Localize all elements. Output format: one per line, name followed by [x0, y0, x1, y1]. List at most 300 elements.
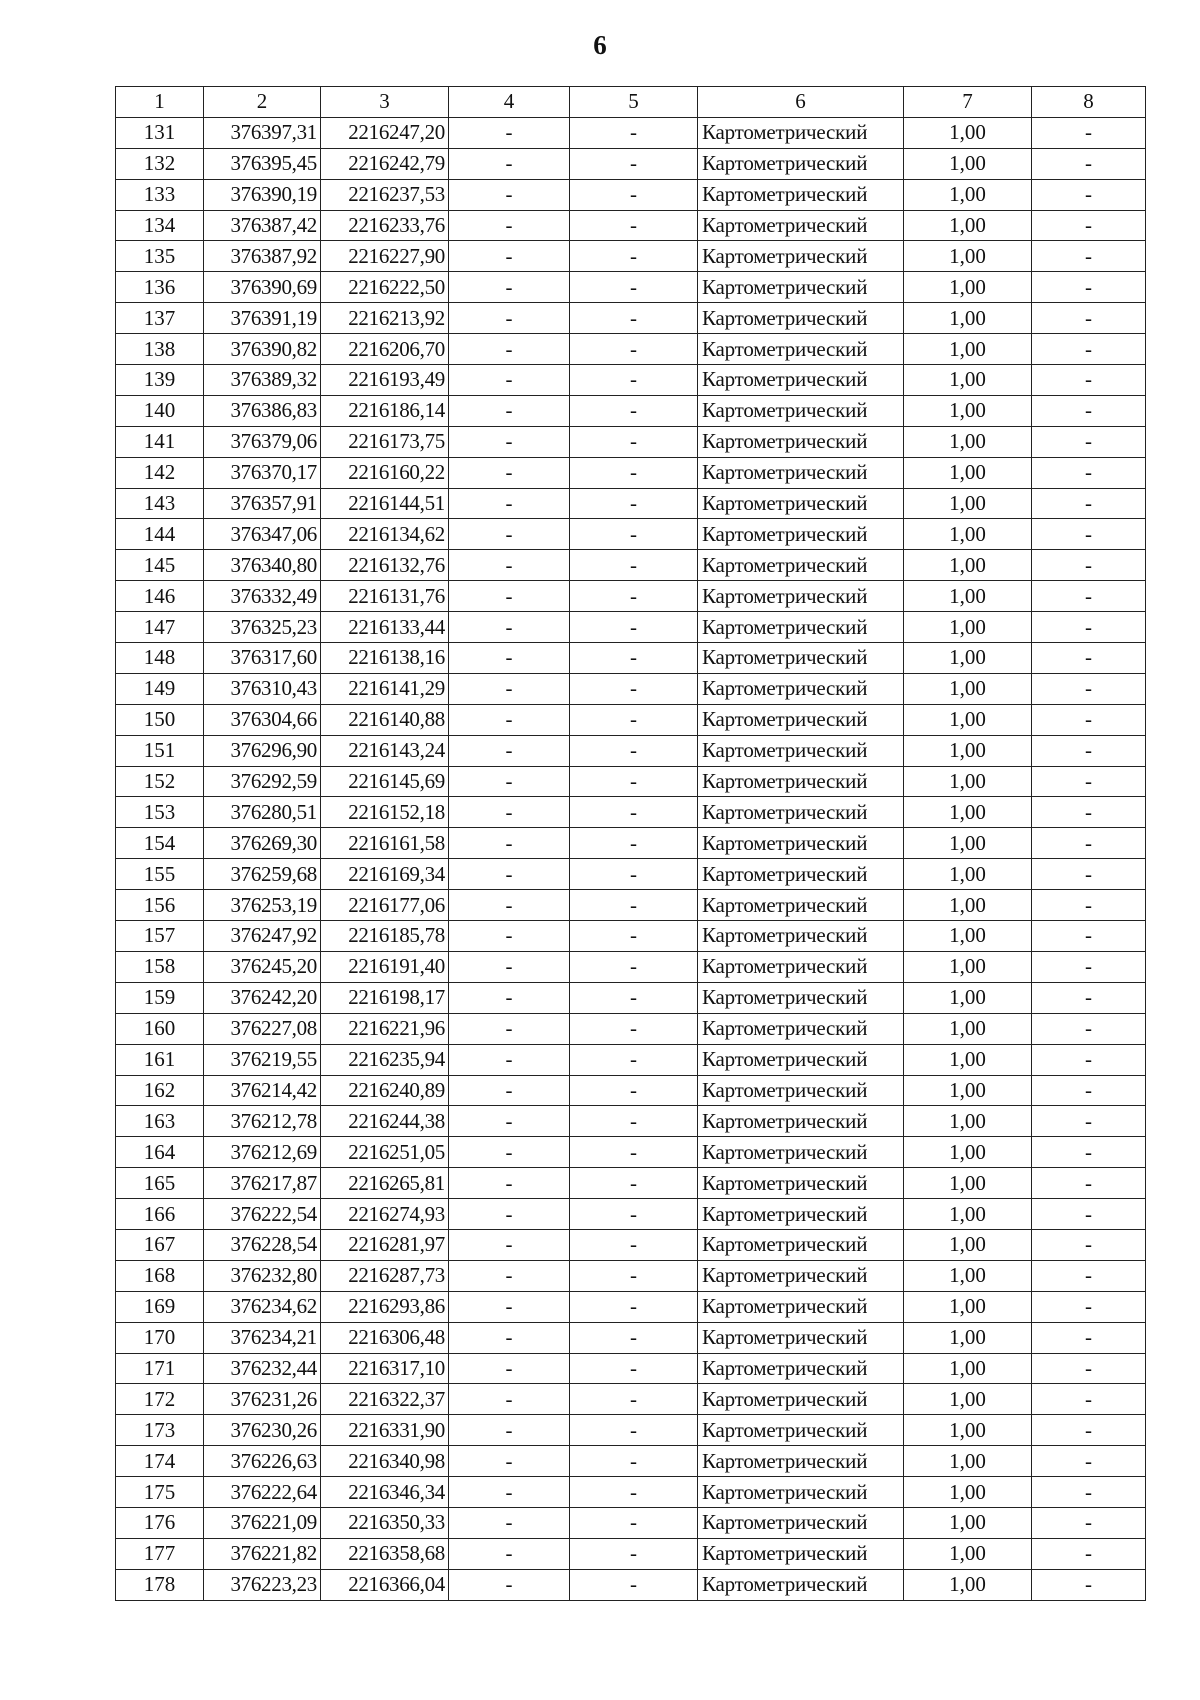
- cell-coord-y: 2216169,34: [321, 859, 449, 890]
- cell-col-4: -: [449, 921, 570, 952]
- cell-col-4: -: [449, 890, 570, 921]
- cell-method: Картометрический: [698, 179, 904, 210]
- cell-coord-x: 376231,26: [204, 1384, 321, 1415]
- cell-accuracy: 1,00: [904, 951, 1032, 982]
- cell-col-5: -: [570, 334, 698, 365]
- table-row: [116, 210, 1146, 241]
- table-row: [116, 1569, 1146, 1600]
- header-col-8: 8: [1032, 87, 1146, 118]
- cell-accuracy: 1,00: [904, 1538, 1032, 1569]
- cell-accuracy: 1,00: [904, 550, 1032, 581]
- cell-coord-y: 2216358,68: [321, 1538, 449, 1569]
- cell-coord-y: 2216198,17: [321, 982, 449, 1013]
- cell-point-number: 159: [116, 982, 204, 1013]
- cell-point-number: 147: [116, 612, 204, 643]
- cell-col-8: -: [1032, 828, 1146, 859]
- header-col-2: 2: [204, 87, 321, 118]
- cell-col-5: -: [570, 117, 698, 148]
- cell-col-5: -: [570, 1199, 698, 1230]
- cell-point-number: 163: [116, 1106, 204, 1137]
- cell-point-number: 160: [116, 1013, 204, 1044]
- cell-point-number: 155: [116, 859, 204, 890]
- cell-method: Картометрический: [698, 1569, 904, 1600]
- cell-col-5: -: [570, 921, 698, 952]
- cell-coord-x: 376379,06: [204, 426, 321, 457]
- table-row: [116, 859, 1146, 890]
- cell-accuracy: 1,00: [904, 1229, 1032, 1260]
- table-row: [116, 612, 1146, 643]
- cell-col-5: -: [570, 395, 698, 426]
- cell-method: Картометрический: [698, 1322, 904, 1353]
- table-row: [116, 272, 1146, 303]
- cell-point-number: 161: [116, 1044, 204, 1075]
- cell-col-8: -: [1032, 1291, 1146, 1322]
- cell-method: Картометрический: [698, 766, 904, 797]
- cell-method: Картометрический: [698, 550, 904, 581]
- cell-coord-x: 376397,31: [204, 117, 321, 148]
- cell-col-8: -: [1032, 1538, 1146, 1569]
- cell-accuracy: 1,00: [904, 1384, 1032, 1415]
- cell-col-5: -: [570, 241, 698, 272]
- cell-accuracy: 1,00: [904, 1260, 1032, 1291]
- cell-col-4: -: [449, 426, 570, 457]
- cell-point-number: 176: [116, 1507, 204, 1538]
- cell-col-5: -: [570, 612, 698, 643]
- cell-col-5: -: [570, 797, 698, 828]
- cell-point-number: 168: [116, 1260, 204, 1291]
- cell-col-5: -: [570, 1384, 698, 1415]
- cell-coord-y: 2216132,76: [321, 550, 449, 581]
- cell-accuracy: 1,00: [904, 1044, 1032, 1075]
- table-row: [116, 550, 1146, 581]
- cell-accuracy: 1,00: [904, 797, 1032, 828]
- cell-col-5: -: [570, 1538, 698, 1569]
- cell-method: Картометрический: [698, 1477, 904, 1508]
- cell-col-8: -: [1032, 519, 1146, 550]
- table-row: [116, 148, 1146, 179]
- cell-accuracy: 1,00: [904, 1075, 1032, 1106]
- cell-col-4: -: [449, 581, 570, 612]
- cell-col-5: -: [570, 643, 698, 674]
- cell-coord-y: 2216140,88: [321, 704, 449, 735]
- table-row: [116, 1229, 1146, 1260]
- cell-col-4: -: [449, 982, 570, 1013]
- cell-col-4: -: [449, 859, 570, 890]
- cell-coord-x: 376357,91: [204, 488, 321, 519]
- cell-col-8: -: [1032, 1384, 1146, 1415]
- table-row: [116, 179, 1146, 210]
- cell-accuracy: 1,00: [904, 334, 1032, 365]
- table-body: [116, 117, 1146, 1600]
- cell-accuracy: 1,00: [904, 241, 1032, 272]
- cell-coord-x: 376222,64: [204, 1477, 321, 1508]
- cell-coord-y: 2216186,14: [321, 395, 449, 426]
- cell-col-4: -: [449, 1384, 570, 1415]
- cell-col-4: -: [449, 550, 570, 581]
- cell-coord-y: 2216131,76: [321, 581, 449, 612]
- cell-method: Картометрический: [698, 334, 904, 365]
- cell-coord-x: 376221,09: [204, 1507, 321, 1538]
- cell-coord-y: 2216138,16: [321, 643, 449, 674]
- cell-point-number: 135: [116, 241, 204, 272]
- cell-coord-y: 2216240,89: [321, 1075, 449, 1106]
- cell-point-number: 146: [116, 581, 204, 612]
- cell-col-4: -: [449, 303, 570, 334]
- table-row: [116, 457, 1146, 488]
- cell-accuracy: 1,00: [904, 179, 1032, 210]
- cell-coord-x: 376390,69: [204, 272, 321, 303]
- cell-coord-y: 2216134,62: [321, 519, 449, 550]
- cell-coord-x: 376223,23: [204, 1569, 321, 1600]
- cell-coord-y: 2216251,05: [321, 1137, 449, 1168]
- cell-col-5: -: [570, 1477, 698, 1508]
- table-row: [116, 1106, 1146, 1137]
- cell-col-4: -: [449, 612, 570, 643]
- cell-col-8: -: [1032, 550, 1146, 581]
- cell-point-number: 170: [116, 1322, 204, 1353]
- cell-col-4: -: [449, 179, 570, 210]
- table-row: [116, 395, 1146, 426]
- cell-col-8: -: [1032, 704, 1146, 735]
- cell-coord-y: 2216293,86: [321, 1291, 449, 1322]
- cell-method: Картометрический: [698, 1291, 904, 1322]
- cell-coord-x: 376304,66: [204, 704, 321, 735]
- cell-col-8: -: [1032, 1322, 1146, 1353]
- table-row: [116, 735, 1146, 766]
- cell-col-4: -: [449, 1446, 570, 1477]
- cell-col-4: -: [449, 1199, 570, 1230]
- cell-col-8: -: [1032, 117, 1146, 148]
- cell-accuracy: 1,00: [904, 612, 1032, 643]
- cell-coord-x: 376390,82: [204, 334, 321, 365]
- cell-method: Картометрический: [698, 735, 904, 766]
- cell-col-5: -: [570, 673, 698, 704]
- cell-method: Картометрический: [698, 148, 904, 179]
- cell-col-5: -: [570, 210, 698, 241]
- cell-method: Картометрический: [698, 210, 904, 241]
- cell-method: Картометрический: [698, 395, 904, 426]
- cell-col-5: -: [570, 1075, 698, 1106]
- cell-accuracy: 1,00: [904, 210, 1032, 241]
- cell-coord-y: 2216242,79: [321, 148, 449, 179]
- cell-col-5: -: [570, 1229, 698, 1260]
- cell-col-5: -: [570, 1353, 698, 1384]
- cell-col-4: -: [449, 148, 570, 179]
- cell-point-number: 134: [116, 210, 204, 241]
- cell-accuracy: 1,00: [904, 519, 1032, 550]
- cell-coord-y: 2216221,96: [321, 1013, 449, 1044]
- cell-method: Картометрический: [698, 581, 904, 612]
- cell-col-4: -: [449, 1044, 570, 1075]
- table-row: [116, 766, 1146, 797]
- cell-col-8: -: [1032, 1229, 1146, 1260]
- table-row: [116, 890, 1146, 921]
- cell-col-8: -: [1032, 1260, 1146, 1291]
- cell-point-number: 140: [116, 395, 204, 426]
- table-row: [116, 303, 1146, 334]
- cell-point-number: 137: [116, 303, 204, 334]
- cell-method: Картометрический: [698, 272, 904, 303]
- cell-col-8: -: [1032, 334, 1146, 365]
- table-row: [116, 1044, 1146, 1075]
- cell-col-8: -: [1032, 1168, 1146, 1199]
- table-row: [116, 1291, 1146, 1322]
- cell-accuracy: 1,00: [904, 1477, 1032, 1508]
- cell-coord-x: 376389,32: [204, 365, 321, 396]
- cell-col-8: -: [1032, 179, 1146, 210]
- cell-method: Картометрический: [698, 1229, 904, 1260]
- cell-col-4: -: [449, 488, 570, 519]
- cell-col-4: -: [449, 1322, 570, 1353]
- table-row: [116, 1384, 1146, 1415]
- cell-point-number: 145: [116, 550, 204, 581]
- cell-col-5: -: [570, 426, 698, 457]
- cell-accuracy: 1,00: [904, 1013, 1032, 1044]
- cell-coord-y: 2216185,78: [321, 921, 449, 952]
- cell-col-5: -: [570, 1415, 698, 1446]
- cell-accuracy: 1,00: [904, 117, 1032, 148]
- cell-coord-y: 2216143,24: [321, 735, 449, 766]
- table-row: [116, 921, 1146, 952]
- cell-accuracy: 1,00: [904, 365, 1032, 396]
- cell-coord-x: 376228,54: [204, 1229, 321, 1260]
- cell-col-4: -: [449, 766, 570, 797]
- table-row: [116, 828, 1146, 859]
- cell-coord-x: 376395,45: [204, 148, 321, 179]
- cell-coord-y: 2216331,90: [321, 1415, 449, 1446]
- cell-point-number: 175: [116, 1477, 204, 1508]
- cell-point-number: 136: [116, 272, 204, 303]
- cell-col-8: -: [1032, 241, 1146, 272]
- cell-accuracy: 1,00: [904, 704, 1032, 735]
- cell-method: Картометрический: [698, 921, 904, 952]
- cell-method: Картометрический: [698, 1538, 904, 1569]
- cell-col-4: -: [449, 1075, 570, 1106]
- cell-col-8: -: [1032, 1569, 1146, 1600]
- cell-col-4: -: [449, 951, 570, 982]
- cell-point-number: 158: [116, 951, 204, 982]
- cell-method: Картометрический: [698, 1013, 904, 1044]
- table-row: [116, 1260, 1146, 1291]
- cell-point-number: 156: [116, 890, 204, 921]
- cell-col-8: -: [1032, 488, 1146, 519]
- table-row: [116, 673, 1146, 704]
- cell-coord-x: 376259,68: [204, 859, 321, 890]
- cell-col-8: -: [1032, 1137, 1146, 1168]
- cell-coord-x: 376232,44: [204, 1353, 321, 1384]
- cell-accuracy: 1,00: [904, 735, 1032, 766]
- header-col-7: 7: [904, 87, 1032, 118]
- cell-point-number: 149: [116, 673, 204, 704]
- cell-accuracy: 1,00: [904, 581, 1032, 612]
- table-row: [116, 1415, 1146, 1446]
- cell-method: Картометрический: [698, 241, 904, 272]
- cell-coord-x: 376232,80: [204, 1260, 321, 1291]
- cell-col-4: -: [449, 1229, 570, 1260]
- table-row: [116, 1353, 1146, 1384]
- cell-coord-x: 376340,80: [204, 550, 321, 581]
- cell-coord-x: 376226,63: [204, 1446, 321, 1477]
- cell-col-5: -: [570, 148, 698, 179]
- cell-coord-y: 2216193,49: [321, 365, 449, 396]
- table-row: [116, 1168, 1146, 1199]
- cell-accuracy: 1,00: [904, 1569, 1032, 1600]
- cell-method: Картометрический: [698, 488, 904, 519]
- cell-coord-x: 376391,19: [204, 303, 321, 334]
- cell-coord-y: 2216322,37: [321, 1384, 449, 1415]
- cell-col-8: -: [1032, 210, 1146, 241]
- cell-point-number: 153: [116, 797, 204, 828]
- cell-col-4: -: [449, 1538, 570, 1569]
- cell-accuracy: 1,00: [904, 1322, 1032, 1353]
- table-row: [116, 519, 1146, 550]
- cell-point-number: 164: [116, 1137, 204, 1168]
- table-row: [116, 581, 1146, 612]
- cell-col-4: -: [449, 1106, 570, 1137]
- table-row: [116, 797, 1146, 828]
- cell-method: Картометрический: [698, 1075, 904, 1106]
- cell-col-4: -: [449, 365, 570, 396]
- table-row: [116, 488, 1146, 519]
- cell-col-4: -: [449, 519, 570, 550]
- cell-col-4: -: [449, 1507, 570, 1538]
- cell-method: Картометрический: [698, 117, 904, 148]
- cell-coord-y: 2216366,04: [321, 1569, 449, 1600]
- cell-coord-y: 2216144,51: [321, 488, 449, 519]
- coordinates-table: [115, 86, 1146, 1601]
- header-col-1: 1: [116, 87, 204, 118]
- cell-method: Картометрический: [698, 1507, 904, 1538]
- table-row: [116, 1507, 1146, 1538]
- cell-col-4: -: [449, 1137, 570, 1168]
- cell-coord-y: 2216317,10: [321, 1353, 449, 1384]
- cell-coord-x: 376296,90: [204, 735, 321, 766]
- cell-method: Картометрический: [698, 951, 904, 982]
- cell-col-8: -: [1032, 1507, 1146, 1538]
- cell-coord-y: 2216340,98: [321, 1446, 449, 1477]
- cell-point-number: 169: [116, 1291, 204, 1322]
- cell-coord-x: 376317,60: [204, 643, 321, 674]
- cell-coord-x: 376386,83: [204, 395, 321, 426]
- cell-col-5: -: [570, 1168, 698, 1199]
- cell-coord-y: 2216141,29: [321, 673, 449, 704]
- cell-col-5: -: [570, 1044, 698, 1075]
- cell-coord-y: 2216213,92: [321, 303, 449, 334]
- cell-col-5: -: [570, 1322, 698, 1353]
- cell-coord-y: 2216235,94: [321, 1044, 449, 1075]
- cell-accuracy: 1,00: [904, 643, 1032, 674]
- cell-coord-x: 376310,43: [204, 673, 321, 704]
- cell-method: Картометрический: [698, 828, 904, 859]
- cell-col-4: -: [449, 272, 570, 303]
- cell-method: Картометрический: [698, 982, 904, 1013]
- cell-accuracy: 1,00: [904, 673, 1032, 704]
- cell-point-number: 138: [116, 334, 204, 365]
- cell-col-5: -: [570, 828, 698, 859]
- cell-point-number: 152: [116, 766, 204, 797]
- cell-coord-y: 2216227,90: [321, 241, 449, 272]
- cell-method: Картометрический: [698, 519, 904, 550]
- cell-accuracy: 1,00: [904, 1507, 1032, 1538]
- table-row: [116, 426, 1146, 457]
- table-row: [116, 1538, 1146, 1569]
- cell-col-4: -: [449, 1477, 570, 1508]
- table-row: [116, 1446, 1146, 1477]
- cell-method: Картометрический: [698, 426, 904, 457]
- cell-col-8: -: [1032, 797, 1146, 828]
- cell-coord-x: 376222,54: [204, 1199, 321, 1230]
- cell-coord-x: 376247,92: [204, 921, 321, 952]
- cell-col-5: -: [570, 982, 698, 1013]
- cell-col-5: -: [570, 1291, 698, 1322]
- cell-col-5: -: [570, 890, 698, 921]
- cell-coord-x: 376245,20: [204, 951, 321, 982]
- header-col-5: 5: [570, 87, 698, 118]
- cell-col-8: -: [1032, 1106, 1146, 1137]
- cell-coord-y: 2216287,73: [321, 1260, 449, 1291]
- cell-col-4: -: [449, 1353, 570, 1384]
- cell-method: Картометрический: [698, 1260, 904, 1291]
- cell-accuracy: 1,00: [904, 426, 1032, 457]
- cell-col-5: -: [570, 519, 698, 550]
- cell-method: Картометрический: [698, 612, 904, 643]
- cell-col-5: -: [570, 365, 698, 396]
- table-row: [116, 1199, 1146, 1230]
- cell-coord-y: 2216173,75: [321, 426, 449, 457]
- cell-col-5: -: [570, 704, 698, 735]
- cell-col-8: -: [1032, 1353, 1146, 1384]
- cell-coord-y: 2216247,20: [321, 117, 449, 148]
- cell-point-number: 177: [116, 1538, 204, 1569]
- cell-coord-y: 2216152,18: [321, 797, 449, 828]
- cell-coord-x: 376212,69: [204, 1137, 321, 1168]
- table-row: [116, 951, 1146, 982]
- table-row: [116, 1137, 1146, 1168]
- table-row: [116, 982, 1146, 1013]
- cell-col-5: -: [570, 488, 698, 519]
- cell-coord-y: 2216191,40: [321, 951, 449, 982]
- cell-coord-y: 2216274,93: [321, 1199, 449, 1230]
- cell-method: Картометрический: [698, 303, 904, 334]
- cell-col-5: -: [570, 550, 698, 581]
- cell-col-8: -: [1032, 457, 1146, 488]
- cell-point-number: 171: [116, 1353, 204, 1384]
- cell-col-8: -: [1032, 1075, 1146, 1106]
- cell-col-4: -: [449, 395, 570, 426]
- cell-coord-y: 2216160,22: [321, 457, 449, 488]
- cell-col-4: -: [449, 643, 570, 674]
- cell-col-5: -: [570, 1106, 698, 1137]
- cell-coord-x: 376347,06: [204, 519, 321, 550]
- cell-accuracy: 1,00: [904, 1168, 1032, 1199]
- cell-coord-y: 2216237,53: [321, 179, 449, 210]
- cell-coord-y: 2216306,48: [321, 1322, 449, 1353]
- header-col-4: 4: [449, 87, 570, 118]
- cell-col-8: -: [1032, 148, 1146, 179]
- cell-col-8: -: [1032, 395, 1146, 426]
- cell-col-4: -: [449, 1415, 570, 1446]
- cell-point-number: 131: [116, 117, 204, 148]
- table-row: [116, 1075, 1146, 1106]
- cell-coord-y: 2216346,34: [321, 1477, 449, 1508]
- cell-point-number: 143: [116, 488, 204, 519]
- cell-coord-y: 2216133,44: [321, 612, 449, 643]
- cell-point-number: 167: [116, 1229, 204, 1260]
- cell-point-number: 142: [116, 457, 204, 488]
- cell-method: Картометрический: [698, 457, 904, 488]
- table-row: [116, 241, 1146, 272]
- cell-point-number: 141: [116, 426, 204, 457]
